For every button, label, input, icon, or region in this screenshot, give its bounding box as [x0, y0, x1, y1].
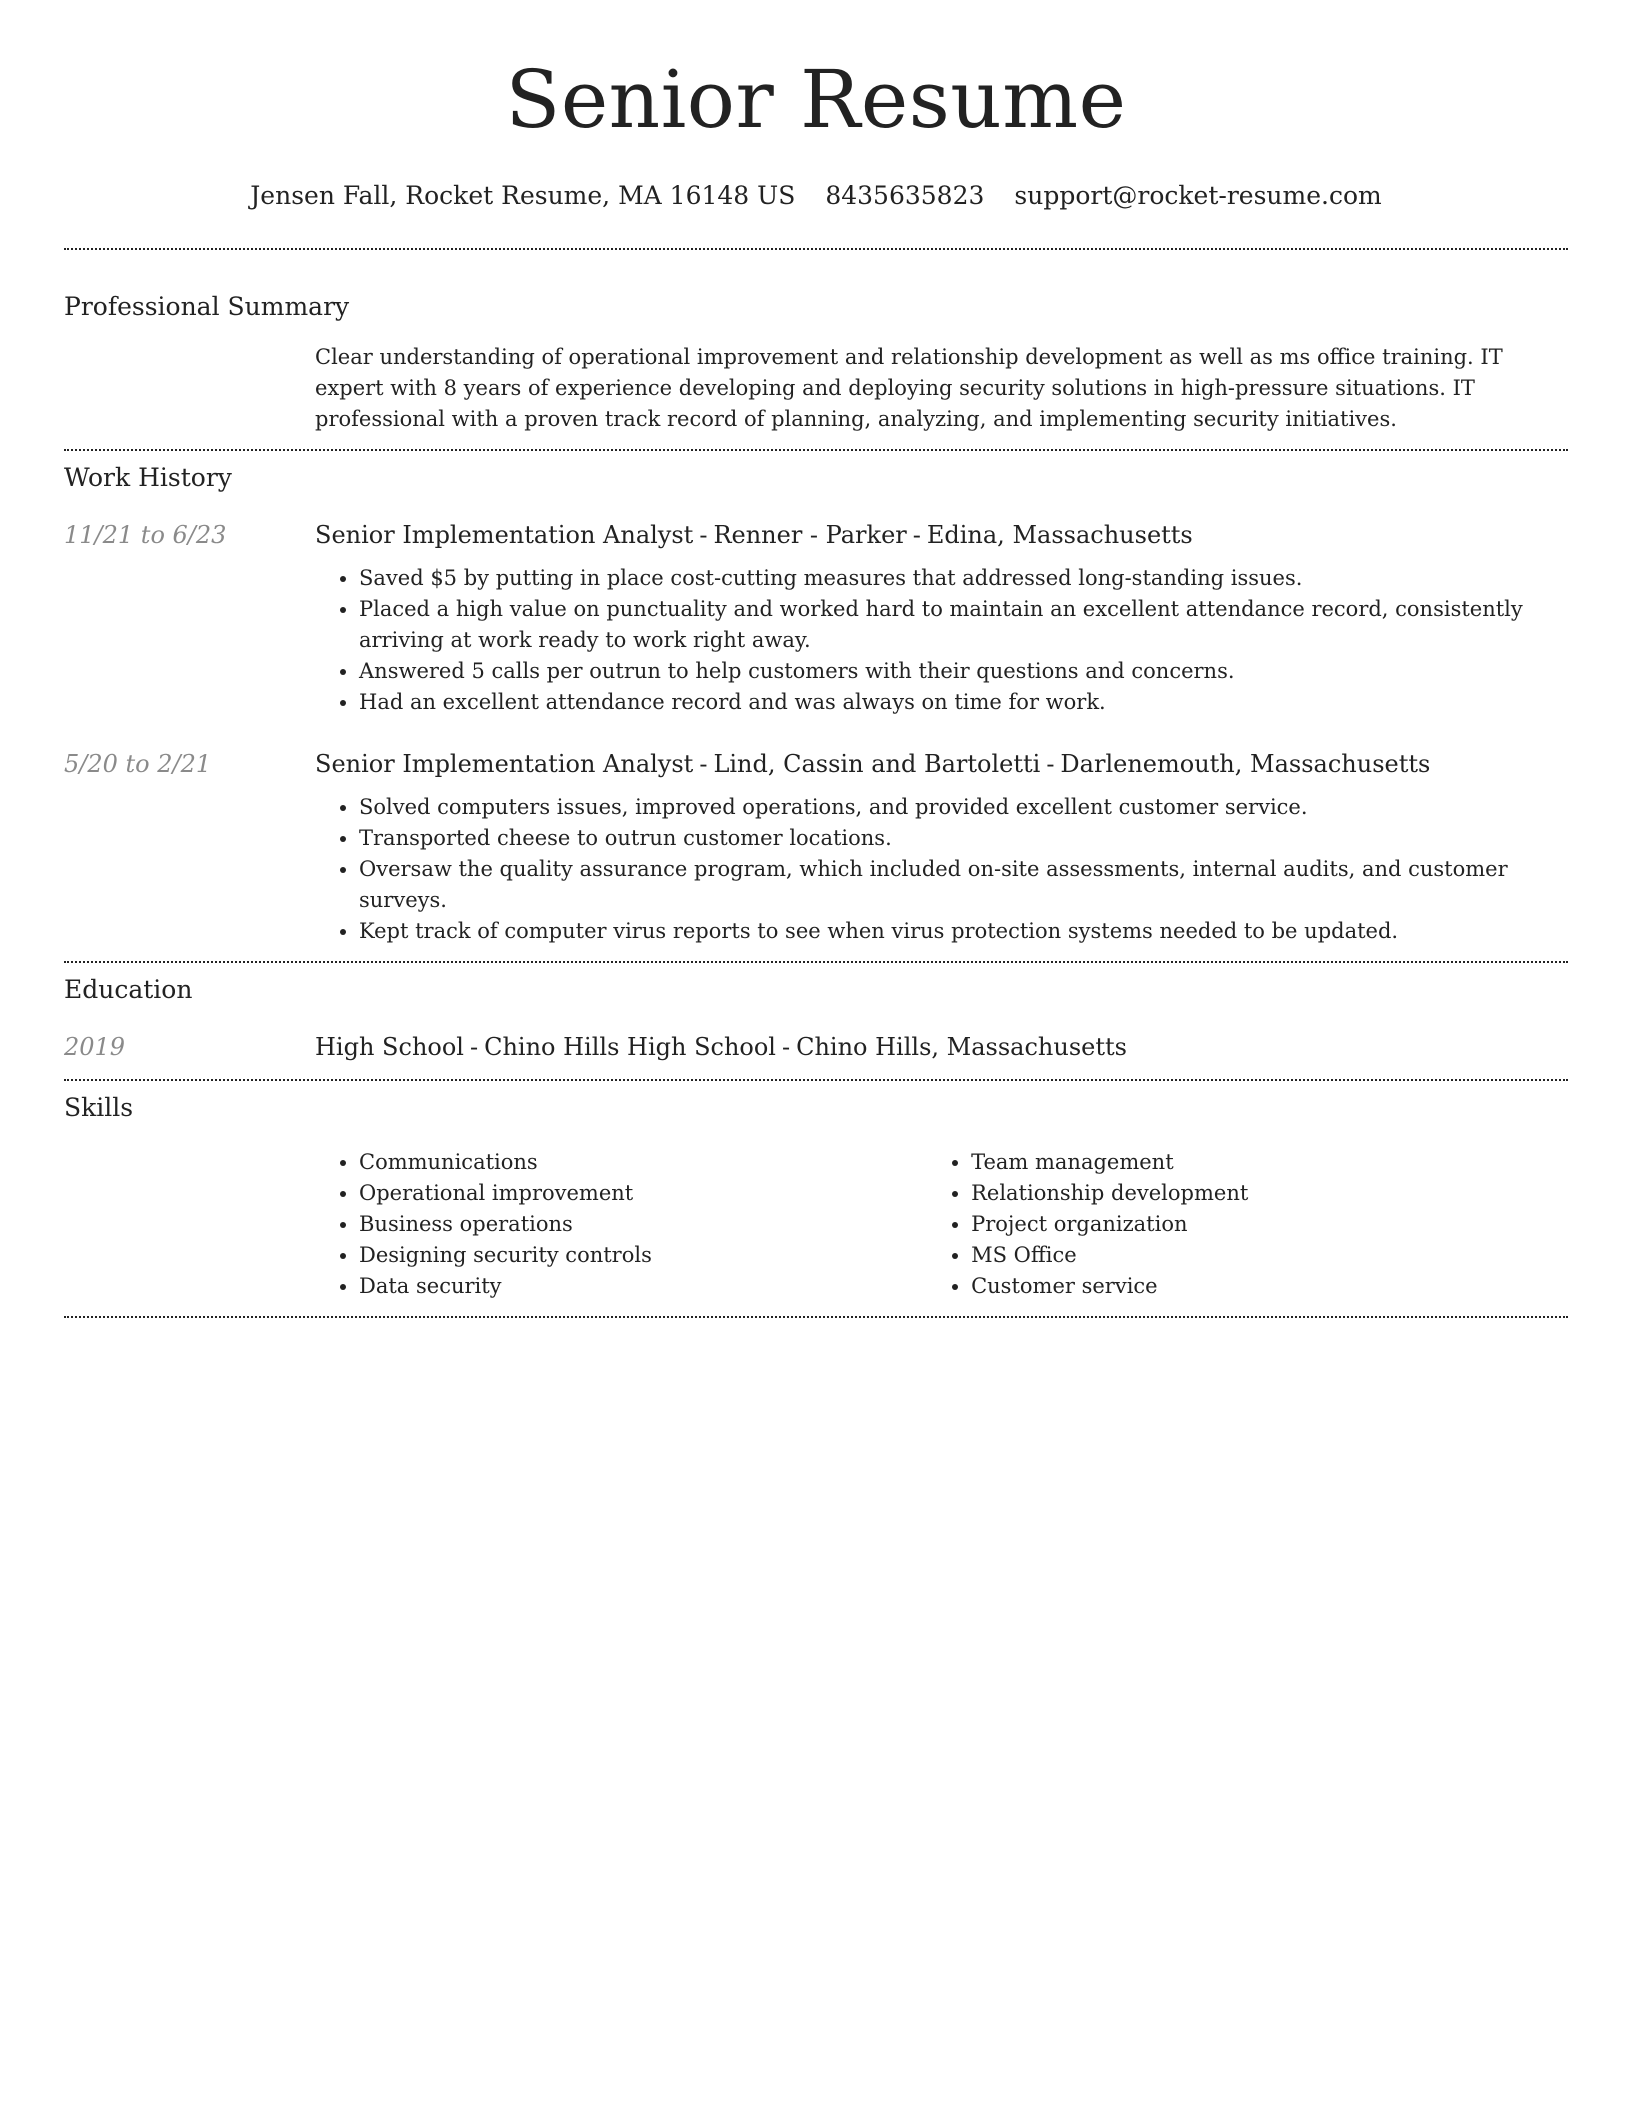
job-location: Edina, Massachusetts: [926, 521, 1193, 549]
job-dates: 5/20 to 2/21: [64, 750, 212, 778]
skill-item: • Customer service: [971, 1271, 1568, 1302]
list-item: • Answered 5 calls per outrun to help customers with their questions and concerns.: [359, 656, 1568, 687]
job-location: Darlenemouth, Massachusetts: [1060, 750, 1431, 778]
education-location: Chino Hills, Massachusetts: [796, 1033, 1127, 1061]
separator: -: [469, 1033, 479, 1061]
separator: -: [1046, 750, 1055, 778]
skill-item: • Designing security controls: [359, 1240, 927, 1271]
skills-column-left: [315, 1147, 927, 1302]
separator: -: [699, 521, 708, 549]
list-item: • Placed a high value on punctuality and worked hard to maintain an excellent attendance record, consistently arriving at work ready to work right away.: [359, 594, 1568, 656]
section-title-summary: Professional Summary: [64, 292, 350, 321]
job-dates: 11/21 to 6/23: [64, 521, 227, 549]
divider: [64, 1316, 1568, 1318]
job-heading: [315, 746, 1568, 782]
contact-phone: 8435635823: [825, 181, 985, 210]
skill-item: • Project organization: [971, 1209, 1568, 1240]
section-title-education: Education: [64, 975, 193, 1004]
education-year: 2019: [64, 1033, 126, 1061]
page-title: Senior Resume: [505, 53, 1127, 146]
separator: -: [912, 521, 921, 549]
job-bullets: [64, 792, 1568, 947]
contact-address: Jensen Fall, Rocket Resume, MA 16148 US: [250, 181, 796, 210]
skill-item: • MS Office: [971, 1240, 1568, 1271]
skill-item: • Operational improvement: [359, 1178, 927, 1209]
contact-email: support@rocket-resume.com: [1014, 181, 1382, 210]
skill-item: • Team management: [971, 1147, 1568, 1178]
separator: -: [699, 750, 708, 778]
skills-column-right: [927, 1147, 1568, 1302]
education-heading: [315, 1029, 1568, 1065]
divider: [64, 449, 1568, 451]
list-item: • Had an excellent attendance record and was always on time for work.: [359, 687, 1568, 718]
spacer: [64, 947, 1568, 961]
job-title: Senior Implementation Analyst: [315, 750, 694, 778]
list-item: • Saved $5 by putting in place cost-cutting measures that addressed long-standing issues.: [359, 563, 1568, 594]
list-item: • Oversaw the quality assurance program, which included on-site assessments, internal audits, and customer surveys.: [359, 854, 1568, 916]
job-heading: [315, 517, 1568, 553]
section-title-work-history: Work History: [64, 463, 232, 492]
skill-item: • Business operations: [359, 1209, 927, 1240]
education-entry: [64, 1029, 1568, 1065]
job-title: Senior Implementation Analyst: [315, 521, 694, 549]
job-entry: [64, 517, 1568, 718]
resume-page: [64, 0, 1568, 1318]
job-employer: Renner - Parker: [713, 521, 907, 549]
education-school: Chino Hills High School: [484, 1033, 776, 1061]
job-bullets: [64, 563, 1568, 718]
skill-item: • Data security: [359, 1271, 927, 1302]
contact-line: [64, 178, 1568, 214]
skill-item: • Communications: [359, 1147, 927, 1178]
list-item: • Kept track of computer virus reports to see when virus protection systems needed to be updated.: [359, 916, 1568, 947]
section-title-skills: Skills: [64, 1093, 134, 1122]
skills-list: [64, 1147, 1568, 1302]
job-entry: [64, 746, 1568, 947]
job-employer: Lind, Cassin and Bartoletti: [713, 750, 1041, 778]
list-item: • Transported cheese to outrun customer locations.: [359, 823, 1568, 854]
list-item: • Solved computers issues, improved operations, and provided excellent customer service.: [359, 792, 1568, 823]
summary-text: Clear understanding of operational improvement and relationship development as well as ms office training. IT expert with 8 years of experience developing and deploying security solutions in high-pressure situations. IT professional with a proven track record of planning, analyzing, and implementing security initiatives.: [315, 345, 1503, 431]
separator: -: [781, 1033, 791, 1061]
skill-item: • Relationship development: [971, 1178, 1568, 1209]
education-degree: High School: [315, 1033, 464, 1061]
divider: [64, 1079, 1568, 1081]
divider: [64, 248, 1568, 250]
divider: [64, 961, 1568, 963]
